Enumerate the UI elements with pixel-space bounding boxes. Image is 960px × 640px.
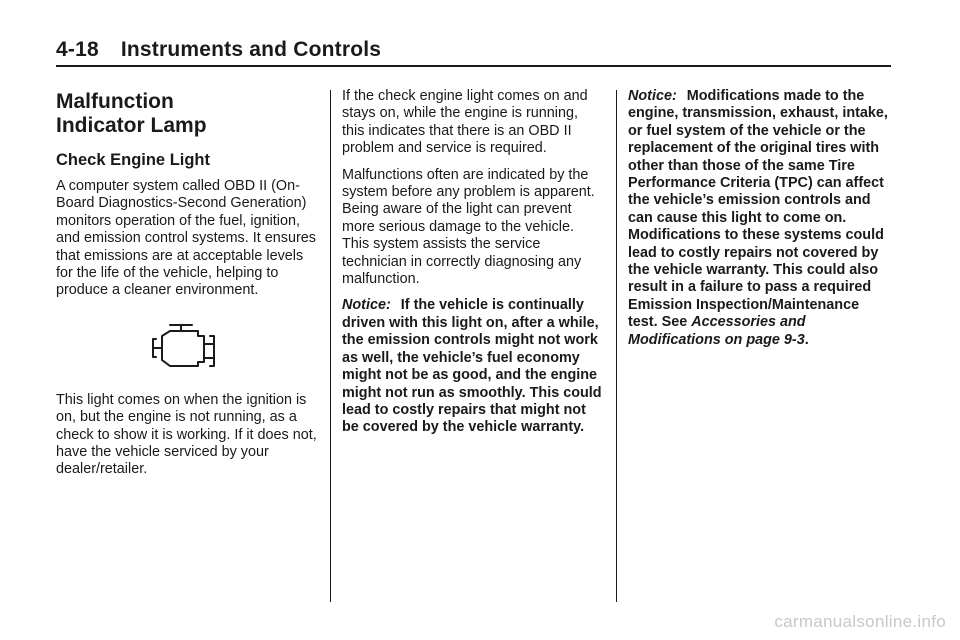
check-engine-icon — [148, 322, 224, 374]
notice-driving-paragraph — [342, 297, 604, 436]
see-text: See — [661, 314, 688, 331]
section-title: Instruments and Controls — [120, 38, 382, 61]
light-stays-on-paragraph: If the check engine light comes on and stays on, while the engine is running, this indicates that there is an OBD II problem and service is required. — [342, 88, 588, 157]
obd-description-paragraph: A computer system called OBD II (On-Board Diagnostics-Second Generation) monitors operation of the fuel, ignition, and emission control systems. It ensures that emissions are at acceptable levels for the life of the vehicle, helping to produce a cleaner environment. — [56, 178, 316, 299]
header-rule — [56, 65, 891, 67]
column-3 — [628, 88, 892, 349]
section-heading — [56, 90, 318, 138]
notice-text: Modifications made to the engine, transmission, exhaust, intake, or fuel system of the vehicle or the replacement of the original tires with other than those of the same Tire Performance Criteria (TPC) can affect the vehicle’s emission controls and can cause this light to come on. Modifications to these systems could lead to costly repairs not covered by the vehicle warranty. This could also result in a failure to pass a required Emission Inspection/Maintenance test. — [628, 88, 888, 331]
column-2 — [342, 88, 604, 437]
notice-label: Notice: — [628, 88, 677, 104]
notice-modifications-paragraph — [628, 88, 892, 349]
section-heading-line-2: Indicator Lamp — [56, 114, 207, 137]
section-heading-line-1: Malfunction — [56, 90, 174, 113]
notice-label: Notice: — [342, 297, 391, 314]
page-number: 4-18 — [56, 38, 99, 61]
malfunctions-paragraph: Malfunctions often are indicated by the system before any problem is apparent. Being aware of the light can prevent more serious damage to the vehicle. This system assists the service technician in correctly diagnosing any malfunction. — [342, 166, 595, 288]
column-1 — [56, 88, 318, 479]
end-period: . — [804, 331, 809, 348]
subsection-heading: Check Engine Light — [56, 151, 211, 169]
lamp-check-paragraph: This light comes on when the ignition is on, but the engine is not running, as a check to show it is working. If it does not, have the vehicle serviced by your dealer/retailer. — [56, 391, 317, 478]
column-divider-2 — [616, 90, 617, 602]
column-divider-1 — [330, 90, 331, 602]
page-header — [56, 38, 890, 62]
watermark: carmanualsonline.info — [774, 612, 946, 631]
notice-text: If the vehicle is continually driven with this light on, after a while, the emission controls might not work as well, the vehicle’s fuel economy might not be as good, and the engine might not run as smoothly. This could lead to costly repairs that might not be covered by the vehicle warranty. — [342, 297, 602, 436]
cross-reference-link[interactable]: Accessories and Modifications on page 9-3 — [628, 314, 806, 348]
